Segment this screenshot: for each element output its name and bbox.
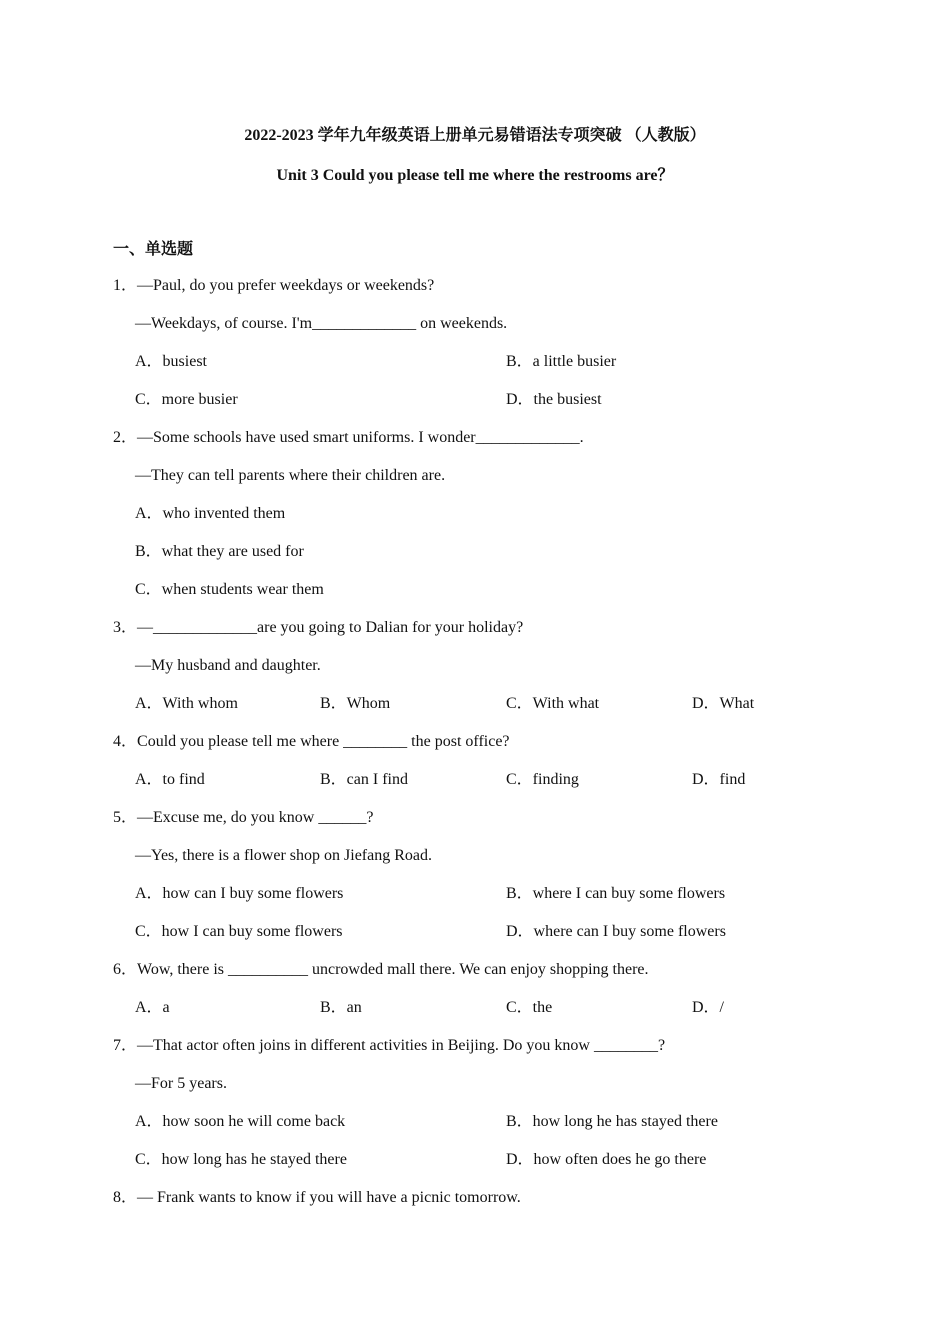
question-3-stem [113,618,523,638]
question-2-option-b[interactable]: B．what they are used for [135,543,304,560]
question-3-option-b[interactable]: B．Whom [320,695,391,712]
question-1-option-a[interactable]: A．busiest [135,353,208,370]
question-number: 2． [113,429,138,446]
question-number: 8． [113,1189,138,1206]
question-7-option-c[interactable]: C．how long has he stayed there [135,1151,347,1168]
document-title: 2022-2023 学年九年级英语上册单元易错语法专项突破 （人教版） [244,127,706,144]
question-number: 3． [113,619,138,636]
question-7-option-d[interactable]: D．how often does he go there [506,1151,707,1168]
question-number: 7． [113,1037,138,1054]
question-4-option-d[interactable]: D．find [692,771,746,788]
document-subtitle: Unit 3 Could you please tell me where the restrooms are？ [276,167,674,184]
question-5-stem [113,808,373,828]
question-text: Could you please tell me where ________ the post office? [137,733,510,750]
question-number: 5． [113,809,138,826]
section-title: 一、单选题 [113,241,194,258]
question-text: Wow, there is __________ uncrowded mall there. We can enjoy shopping there. [137,961,649,978]
question-2-stem [113,428,584,448]
question-5-option-c[interactable]: C．how I can buy some flowers [135,923,343,940]
question-2-option-a[interactable]: A．who invented them [135,505,286,522]
question-number: 4． [113,733,138,750]
question-6-option-c[interactable]: C．the [506,999,553,1016]
question-number: 1． [113,277,138,294]
question-text: —Excuse me, do you know ______? [137,809,374,826]
question-text: — Frank wants to know if you will have a picnic tomorrow. [137,1189,521,1206]
question-2-reply: —They can tell parents where their children are. [135,467,446,484]
question-6-stem [113,960,649,980]
question-3-option-d[interactable]: D．What [692,695,755,712]
question-6-option-d[interactable]: D．/ [692,999,725,1016]
question-6-option-a[interactable]: A．a [135,999,170,1016]
question-text: —That actor often joins in different activities in Beijing. Do you know ________? [137,1037,666,1054]
question-6-option-b[interactable]: B．an [320,999,362,1016]
question-3-option-a[interactable]: A．With whom [135,695,238,712]
question-5-option-d[interactable]: D．where can I buy some flowers [506,923,726,940]
question-3-option-c[interactable]: C．With what [506,695,600,712]
question-8-stem [113,1188,521,1208]
question-number: 6． [113,961,138,978]
question-1-option-c[interactable]: C．more busier [135,391,238,408]
question-4-option-c[interactable]: C．finding [506,771,579,788]
question-7-reply: —For 5 years. [135,1075,227,1092]
question-3-reply: —My husband and daughter. [135,657,321,674]
question-1-stem [113,276,434,296]
question-1-option-d[interactable]: D．the busiest [506,391,602,408]
question-7-stem [113,1036,665,1056]
question-5-option-b[interactable]: B．where I can buy some flowers [506,885,726,902]
question-text: —Paul, do you prefer weekdays or weekends? [137,277,435,294]
question-text: —_____________are you going to Dalian for your holiday? [137,619,524,636]
question-text: —Some schools have used smart uniforms. I wonder_____________. [137,429,584,446]
question-5-option-a[interactable]: A．how can I buy some flowers [135,885,344,902]
question-4-option-a[interactable]: A．to find [135,771,205,788]
question-7-option-b[interactable]: B．how long he has stayed there [506,1113,718,1130]
question-5-reply: —Yes, there is a flower shop on Jiefang Road. [135,847,432,864]
question-4-option-b[interactable]: B．can I find [320,771,408,788]
question-4-stem [113,732,510,752]
question-7-option-a[interactable]: A．how soon he will come back [135,1113,346,1130]
question-1-reply: —Weekdays, of course. I'm_____________ on weekends. [135,315,508,332]
question-2-option-c[interactable]: C．when students wear them [135,581,324,598]
question-1-option-b[interactable]: B．a little busier [506,353,617,370]
